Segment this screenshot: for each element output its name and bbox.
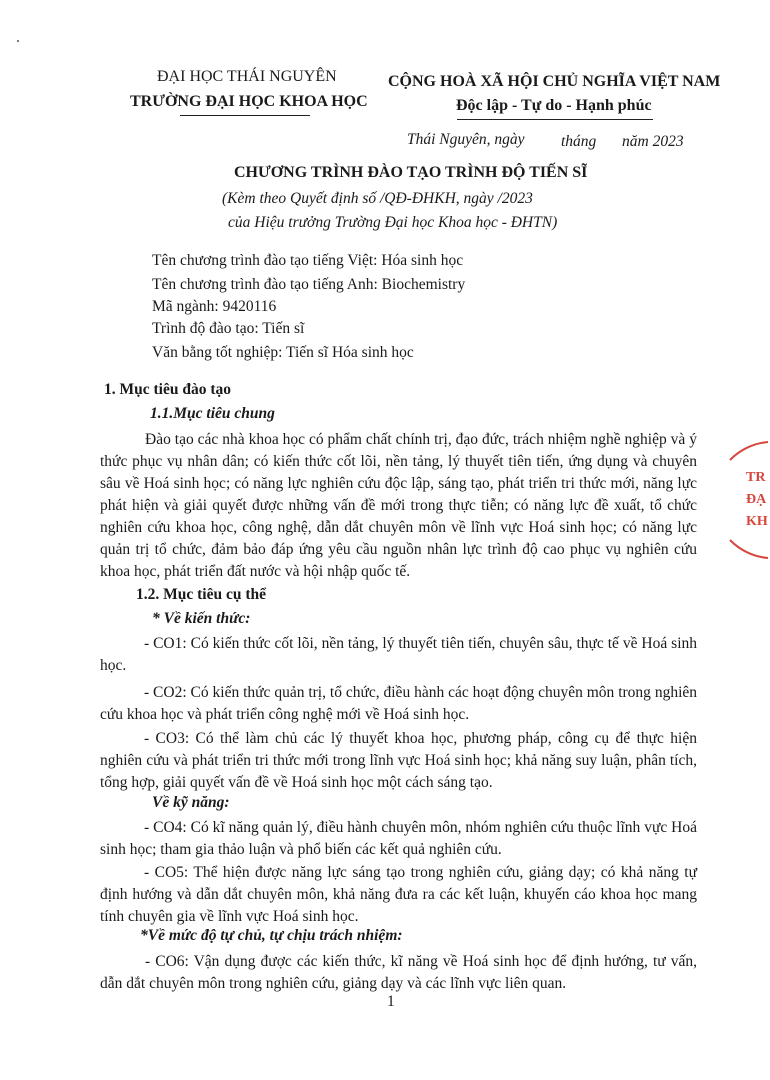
country-motto-title: CỘNG HOÀ XÃ HỘI CHỦ NGHĨA VIỆT NAM: [388, 73, 721, 90]
objective-co1: - CO1: Có kiến thức cốt lõi, nền tảng, lý thuyết tiên tiến, chuyên sâu, thực tế về Hoá sinh học.: [100, 635, 697, 674]
date-year: năm 2023: [622, 133, 684, 150]
knowledge-heading: * Về kiến thức:: [152, 610, 251, 627]
general-objective-paragraph: Đào tạo các nhà khoa học có phẩm chất chính trị, đạo đức, trách nhiệm nghề nghiệp và ý thức phục vụ nhân dân; có kiến thức cốt lõi, nền tảng, lý thuyết tiên tiến, ứng dụng và chuyên sâu về Hoá sinh học; có năng lực nghiên cứu độc lập, sáng tạo, phát triển tri thức mới, năng lực phát hiện và giải quyết được những vấn đề mới trong thực tiễn; có năng lực đề xuất, tổ chức nghiên cứu khoa học, công nghệ, dẫn dắt chuyên môn về lĩnh vực Hoá sinh học; có năng lực quản trị tổ chức, đảm bảo đáp ứng yêu cầu nguồn nhân lực trình độ cao phục vụ nghiên cứu khoa học, phát triển đất nước và hội nhập quốc tế.: [100, 431, 697, 580]
objective-co2: - CO2: Có kiến thức quản trị, tổ chức, điều hành các hoạt động chuyên môn trong nghiên cứu khoa học và phát triển công nghệ mới về Hoá sinh học.: [100, 684, 697, 723]
program-code: Mã ngành: 9420116: [152, 298, 277, 315]
program-name-en: Tên chương trình đào tạo tiếng Anh: Biochemistry: [152, 276, 466, 293]
training-level: Trình độ đào tạo: Tiến sĩ: [152, 320, 305, 337]
objective-co6: - CO6: Vận dụng được các kiến thức, kĩ năng về Hoá sinh học để định hướng, tư vấn, dẫn dắt chuyên môn trong nghiên cứu, giảng dạy và các lĩnh vực liên quan.: [100, 953, 697, 992]
subsection-heading-specific: 1.2. Mục tiêu cụ thể: [136, 586, 267, 603]
stamp-text-3: KH: [746, 514, 768, 529]
skills-heading: Về kỹ năng:: [152, 794, 230, 811]
program-name-vi: Tên chương trình đào tạo tiếng Việt: Hóa sinh học: [152, 252, 464, 269]
scan-speck: [17, 40, 19, 42]
faculty-underline: [180, 115, 310, 116]
issuer-line: của Hiệu trưởng Trường Đại học Khoa học - ĐHTN): [228, 214, 558, 231]
official-stamp-fragment: [740, 440, 770, 560]
stamp-text-2: ĐẠ: [746, 492, 767, 507]
section-heading: 1. Mục tiêu đào tạo: [104, 381, 232, 398]
document-title: CHƯƠNG TRÌNH ĐÀO TẠO TRÌNH ĐỘ TIẾN SĨ: [234, 164, 588, 181]
date-month: tháng: [561, 133, 597, 150]
university-name: ĐẠI HỌC THÁI NGUYÊN: [157, 68, 337, 85]
objective-co5: - CO5: Thể hiện được năng lực sáng tạo trong nghiên cứu, giảng dạy; có khả năng tự định hướng và dẫn dắt chuyên môn, khả năng đưa ra các kết luận, khuyến cáo khoa học mang tính chuyên gia về lĩnh vực Hoá sinh học.: [100, 864, 697, 925]
country-motto-subtitle: Độc lập - Tự do - Hạnh phúc: [456, 97, 652, 114]
degree-awarded: Văn bằng tốt nghiệp: Tiến sĩ Hóa sinh học: [152, 344, 414, 361]
page-number: 1: [387, 993, 395, 1010]
subsection-heading-general: 1.1.Mục tiêu chung: [150, 405, 275, 422]
autonomy-heading: *Về mức độ tự chủ, tự chịu trách nhiệm:: [140, 927, 403, 944]
motto-underline: [457, 119, 653, 120]
faculty-name: TRƯỜNG ĐẠI HỌC KHOA HỌC: [130, 93, 368, 110]
decision-reference: (Kèm theo Quyết định số /QĐ-ĐHKH, ngày /2023: [222, 190, 533, 207]
objective-co4: - CO4: Có kĩ năng quản lý, điều hành chuyên môn, nhóm nghiên cứu thuộc lĩnh vực Hoá sinh học; tham gia thảo luận và phổ biến các kết quả nghiên cứu.: [100, 819, 697, 858]
date-place: Thái Nguyên, ngày: [407, 131, 525, 148]
objective-co3: - CO3: Có thể làm chủ các lý thuyết khoa học, phương pháp, công cụ để thực hiện nghiên cứu và phát triển tri thức mới trong lĩnh vực Hoá sinh học; khả năng suy luận, phân tích, tổng hợp, giải quyết vấn đề về Hoá sinh học một cách sáng tạo.: [100, 730, 697, 791]
stamp-text-1: TR: [746, 470, 766, 485]
